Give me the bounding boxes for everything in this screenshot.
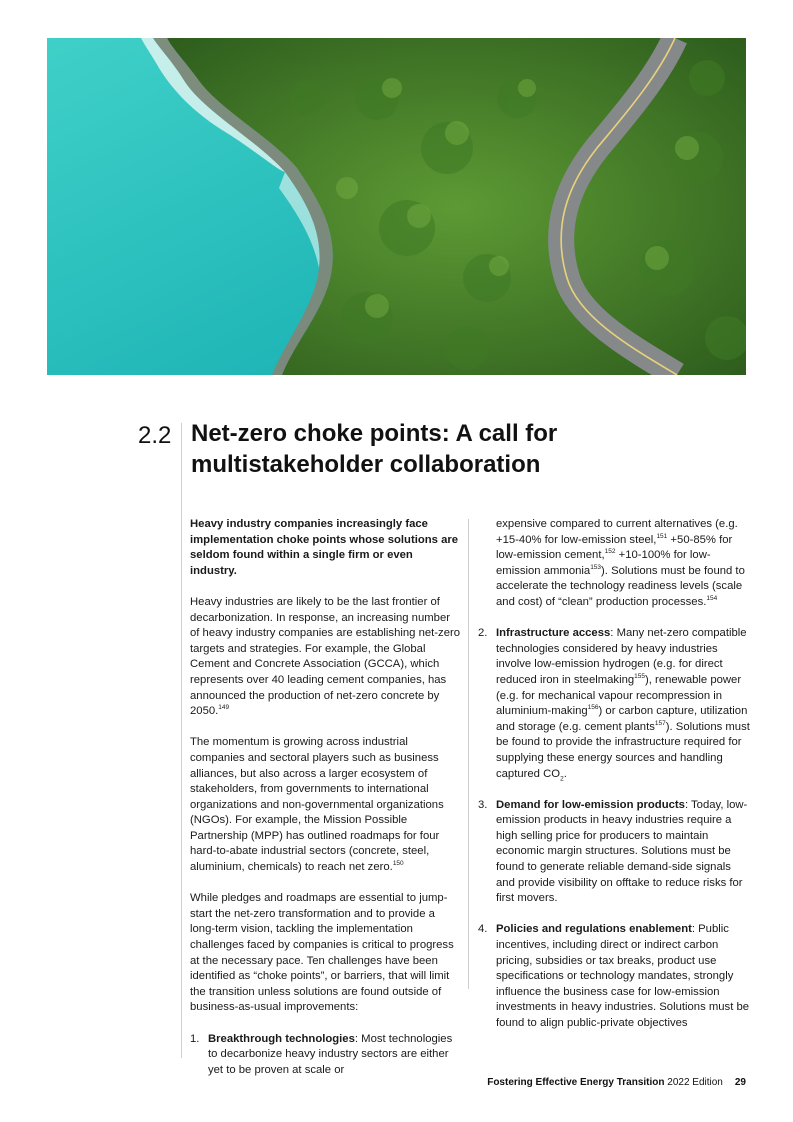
footnote-ref: 149 (218, 704, 230, 712)
list-item-title: Policies and regulations enablement (496, 923, 692, 936)
list-item-infrastructure-access: 2. Infrastructure access: Many net-zero compatible technologies considered by heavy industries involve low-emission hydrogen (e.g. for direct reduced iron in steelmaking$^{155}$), renewable power (e.g. for mechanical vapour recompression in aluminium-making$^{156}$) or carbon capture, utilization and storage (e.g. cement plants$^{157}$). Solutions must be found to provide the infrastructure required for supplying these energy sources and handling captured $CO_2$. (478, 627, 750, 782)
footnote-ref: 152 (604, 548, 616, 556)
footnote-ref: 157 (654, 719, 666, 727)
footnote-ref: 150 (392, 860, 404, 868)
footnote-ref: 155 (634, 673, 646, 681)
footer-edition: 2022 Edition (664, 1077, 723, 1088)
footnote-ref: 151 (656, 532, 668, 540)
list-number: 4. (478, 923, 488, 936)
section-divider (181, 423, 182, 1058)
list-number: 2. (478, 627, 488, 640)
footnote-ref: 156 (587, 704, 599, 712)
right-column (478, 517, 750, 1047)
section-number: 2.2 (138, 422, 172, 449)
list-item-breakthrough-technologies: 1. Breakthrough technologies: Most technologies to decarbonize heavy industry sectors are either yet to be proven at scale or (190, 1032, 453, 1076)
list-item-title: Infrastructure access (496, 627, 611, 640)
paragraph-2: The momentum is growing across industrial companies and sectoral players such as business alliances, but also across a larger ecosystem of stakeholders, from governments to international organizations and non-governmental organizations (NGOs). For example, the Mission Possible Partnership (MPP) has outlined roadmaps for four hard-to-abate industrial sectors (concrete, steel, aluminium, chemicals) to reach net zero.$^{150}$ (190, 736, 444, 874)
list-item-demand-low-emission-products: 3. Demand for low-emission products: Today, low-emission products in heavy industries require a high selling price for producers to maintain economic margin structures. Solutions must be found to generate reliable demand-side signals and provide visibility on offtake to reduce risks for first movers. (478, 798, 748, 905)
section-title: Net-zero choke points: A call for multistakeholder collaboration (191, 420, 558, 478)
lead-paragraph: Heavy industry companies increasingly face implementation choke points whose solutions are seldom found within a single firm or even industry. (190, 518, 459, 577)
list-item-policies-regulations: 4. Policies and regulations enablement: Public incentives, including direct or indirect carbon pricing, subsidies or tax breaks, product use specifications or technology mandates, strongly influence the business case for low-emission investments in heavy industries. Solutions must be found to align public-private objectives (478, 923, 750, 1029)
list-number: 1. (190, 1032, 200, 1045)
left-column (190, 517, 462, 1094)
subscript: 2 (560, 774, 564, 782)
hero-photo (47, 38, 746, 375)
list-item-continuation: expensive compared to current alternatives (e.g. +15-40% for low-emission steel,$^{151}$ +50-85% for low-emission cement,$^{152}$ +10-100% for low-emission ammonia$^{153}$). Solutions must be found to accelerate the technology readiness levels (scale and cost) of “clean” production processes.$^{154}$ (496, 518, 745, 608)
paragraph-3: While pledges and roadmaps are essential to jump-start the net-zero transformation and to provide a long-term vision, tackling the implementation challenges faced by companies is critical to progress at the necessary pace. Ten challenges have been identified as “choke points”, or barriers, that will limit the transition unless solutions are found outside of business-as-usual improvements: (190, 892, 454, 1014)
list-item-title: Breakthrough technologies (208, 1032, 355, 1045)
column-divider (468, 519, 469, 989)
list-item-title: Demand for low-emission products (496, 798, 685, 811)
aerial-coast-road-image (47, 38, 746, 375)
footer-report-title: Fostering Effective Energy Transition (487, 1077, 665, 1088)
list-number: 3. (478, 798, 488, 811)
paragraph-1: Heavy industries are likely to be the last frontier of decarbonization. In response, an increasing number of heavy industry companies are establishing net-zero targets and strategies. For example, the Global Cement and Concrete Association (GCCA), which represents over 40 leading cement companies, has announced the production of net-zero concrete by 2050.$^{149}$ (190, 595, 461, 718)
footnote-ref: 154 (706, 595, 718, 603)
page-number: 29 (734, 1077, 746, 1088)
page-footer (487, 1077, 746, 1088)
footnote-ref: 153 (590, 564, 602, 572)
